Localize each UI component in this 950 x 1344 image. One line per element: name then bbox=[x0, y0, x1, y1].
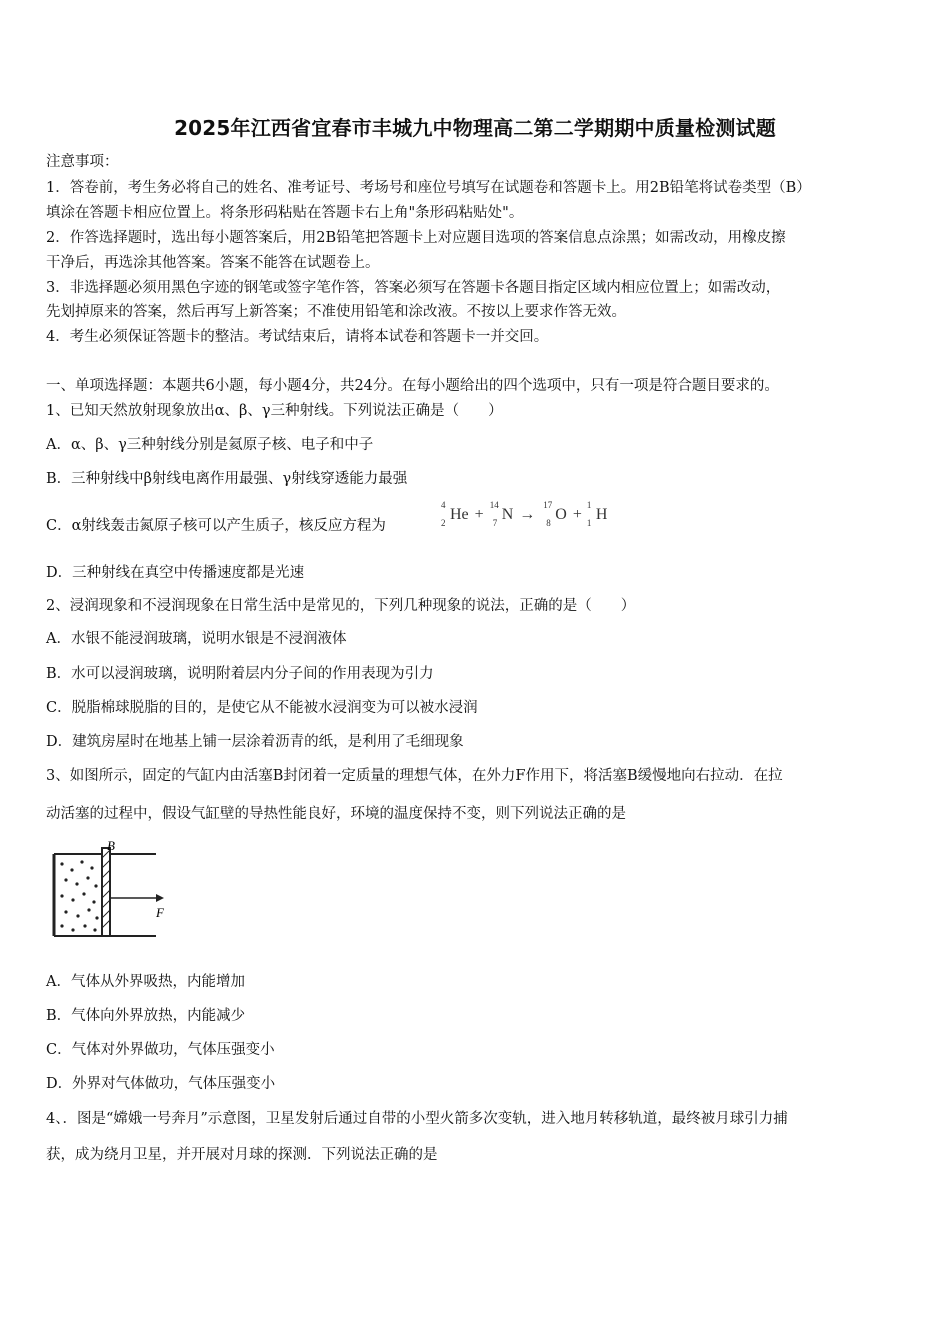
element-symbol: N bbox=[501, 506, 514, 523]
question-1-option-c: C．α射线轰击氮原子核可以产生质子，核反应方程为 bbox=[46, 518, 386, 534]
question-3-option-b: B．气体向外界放热，内能减少 bbox=[46, 1008, 246, 1024]
section-heading: 一、单项选择题：本题共6小题，每小题4分，共24分。在每小题给出的四个选项中，只有一项是符合题目要求的。 bbox=[46, 378, 779, 394]
element-symbol: O bbox=[555, 506, 567, 523]
atomic-number: 8 bbox=[546, 518, 551, 528]
element-symbol: He bbox=[450, 506, 469, 523]
question-1-stem: 1、已知天然放射现象放出α、β、γ三种射线。下列说法正确是（ ） bbox=[46, 403, 503, 419]
nuclear-reaction-equation bbox=[440, 500, 609, 528]
notice-line: 1．答卷前，考生务必将自己的姓名、准考证号、考场号和座位号填写在试题卷和答题卡上。用2B铅笔将试卷类型（B） bbox=[46, 180, 811, 196]
reaction-arrow: → bbox=[519, 506, 536, 523]
element-symbol: H bbox=[595, 506, 608, 523]
question-4-stem-cont: 获，成为绕月卫星，并开展对月球的探测．下列说法正确的是 bbox=[46, 1147, 438, 1163]
arrow-head-icon bbox=[156, 894, 164, 902]
question-2-stem: 2、浸润现象和不浸润现象在日常生活中是常见的，下列几种现象的说法，正确的是（ ） bbox=[46, 598, 636, 614]
question-1-option-d: D．三种射线在真空中传播速度都是光速 bbox=[46, 565, 305, 581]
oxygen-nuclide bbox=[543, 500, 567, 528]
question-4-stem: 4、．图是“嫦娥一号奔月”示意图，卫星发射后通过自带的小型火箭多次变轨，进入地月转移轨道，最终被月球引力捕 bbox=[46, 1111, 788, 1127]
notice-line: 3．非选择题必须用黑色字迹的钢笔或签字笔作答，答案必须写在答题卡各题目指定区域内相应位置上；如需改动， bbox=[46, 280, 781, 296]
force-label: F bbox=[156, 905, 164, 920]
piston-label: B bbox=[107, 840, 115, 853]
question-2-option-c: C．脱脂棉球脱脂的目的，是使它从不能被水浸润变为可以被水浸润 bbox=[46, 700, 478, 716]
question-3-option-d: D．外界对气体做功，气体压强变小 bbox=[46, 1076, 276, 1092]
mass-number: 17 bbox=[543, 500, 553, 510]
question-1-option-a: A．α、β、γ三种射线分别是氦原子核、电子和中子 bbox=[46, 437, 374, 453]
atomic-number: 1 bbox=[586, 518, 592, 528]
notice-line: 先划掉原来的答案，然后再写上新答案；不准使用铅笔和涂改液。不按以上要求作答无效。 bbox=[46, 304, 626, 320]
gas-particles bbox=[60, 860, 98, 931]
page-title: 2025年江西省宜春市丰城九中物理高二第二学期期中质量检测试题 bbox=[174, 116, 776, 140]
mass-number: 14 bbox=[489, 500, 499, 510]
question-3-stem-cont: 动活塞的过程中，假设气缸壁的导热性能良好，环境的温度保持不变，则下列说法正确的是 bbox=[46, 806, 626, 822]
notice-line: 干净后，再选涂其他答案。答案不能答在试题卷上。 bbox=[46, 255, 380, 271]
notice-line: 4．考生必须保证答题卡的整洁。考试结束后，请将本试卷和答题卡一并交回。 bbox=[46, 329, 549, 345]
atomic-number: 7 bbox=[492, 518, 498, 528]
helium-nuclide bbox=[441, 500, 469, 528]
plus-sign: + bbox=[474, 506, 484, 523]
question-3-option-c: C．气体对外界做功，气体压强变小 bbox=[46, 1042, 275, 1058]
question-2-option-b: B．水可以浸润玻璃，说明附着层内分子间的作用表现为引力 bbox=[46, 666, 434, 682]
cylinder-piston-figure bbox=[52, 840, 172, 944]
question-1-option-b: B．三种射线中β射线电离作用最强、γ射线穿透能力最强 bbox=[46, 471, 408, 487]
mass-number: 1 bbox=[586, 500, 592, 510]
question-3-option-a: A．气体从外界吸热，内能增加 bbox=[46, 974, 245, 990]
question-3-stem: 3、如图所示，固定的气缸内由活塞B封闭着一定质量的理想气体，在外力F作用下，将活塞B缓慢地向右拉动．在拉 bbox=[46, 768, 783, 784]
plus-sign: + bbox=[572, 506, 582, 523]
question-2-option-d: D．建筑房屋时在地基上铺一层涂着沥青的纸，是利用了毛细现象 bbox=[46, 734, 464, 750]
hydrogen-nuclide bbox=[586, 500, 608, 528]
notice-heading: 注意事项： bbox=[46, 154, 119, 170]
nitrogen-nuclide bbox=[489, 500, 514, 528]
mass-number: 4 bbox=[441, 500, 446, 510]
atomic-number: 2 bbox=[441, 518, 446, 528]
question-2-option-a: A．水银不能浸润玻璃，说明水银是不浸润液体 bbox=[46, 631, 347, 647]
notice-line: 填涂在答题卡相应位置上。将条形码粘贴在答题卡右上角"条形码粘贴处"。 bbox=[46, 205, 524, 221]
notice-line: 2．作答选择题时，选出每小题答案后，用2B铅笔把答题卡上对应题目选项的答案信息点涂黑；如需改动，用橡皮擦 bbox=[46, 230, 786, 246]
